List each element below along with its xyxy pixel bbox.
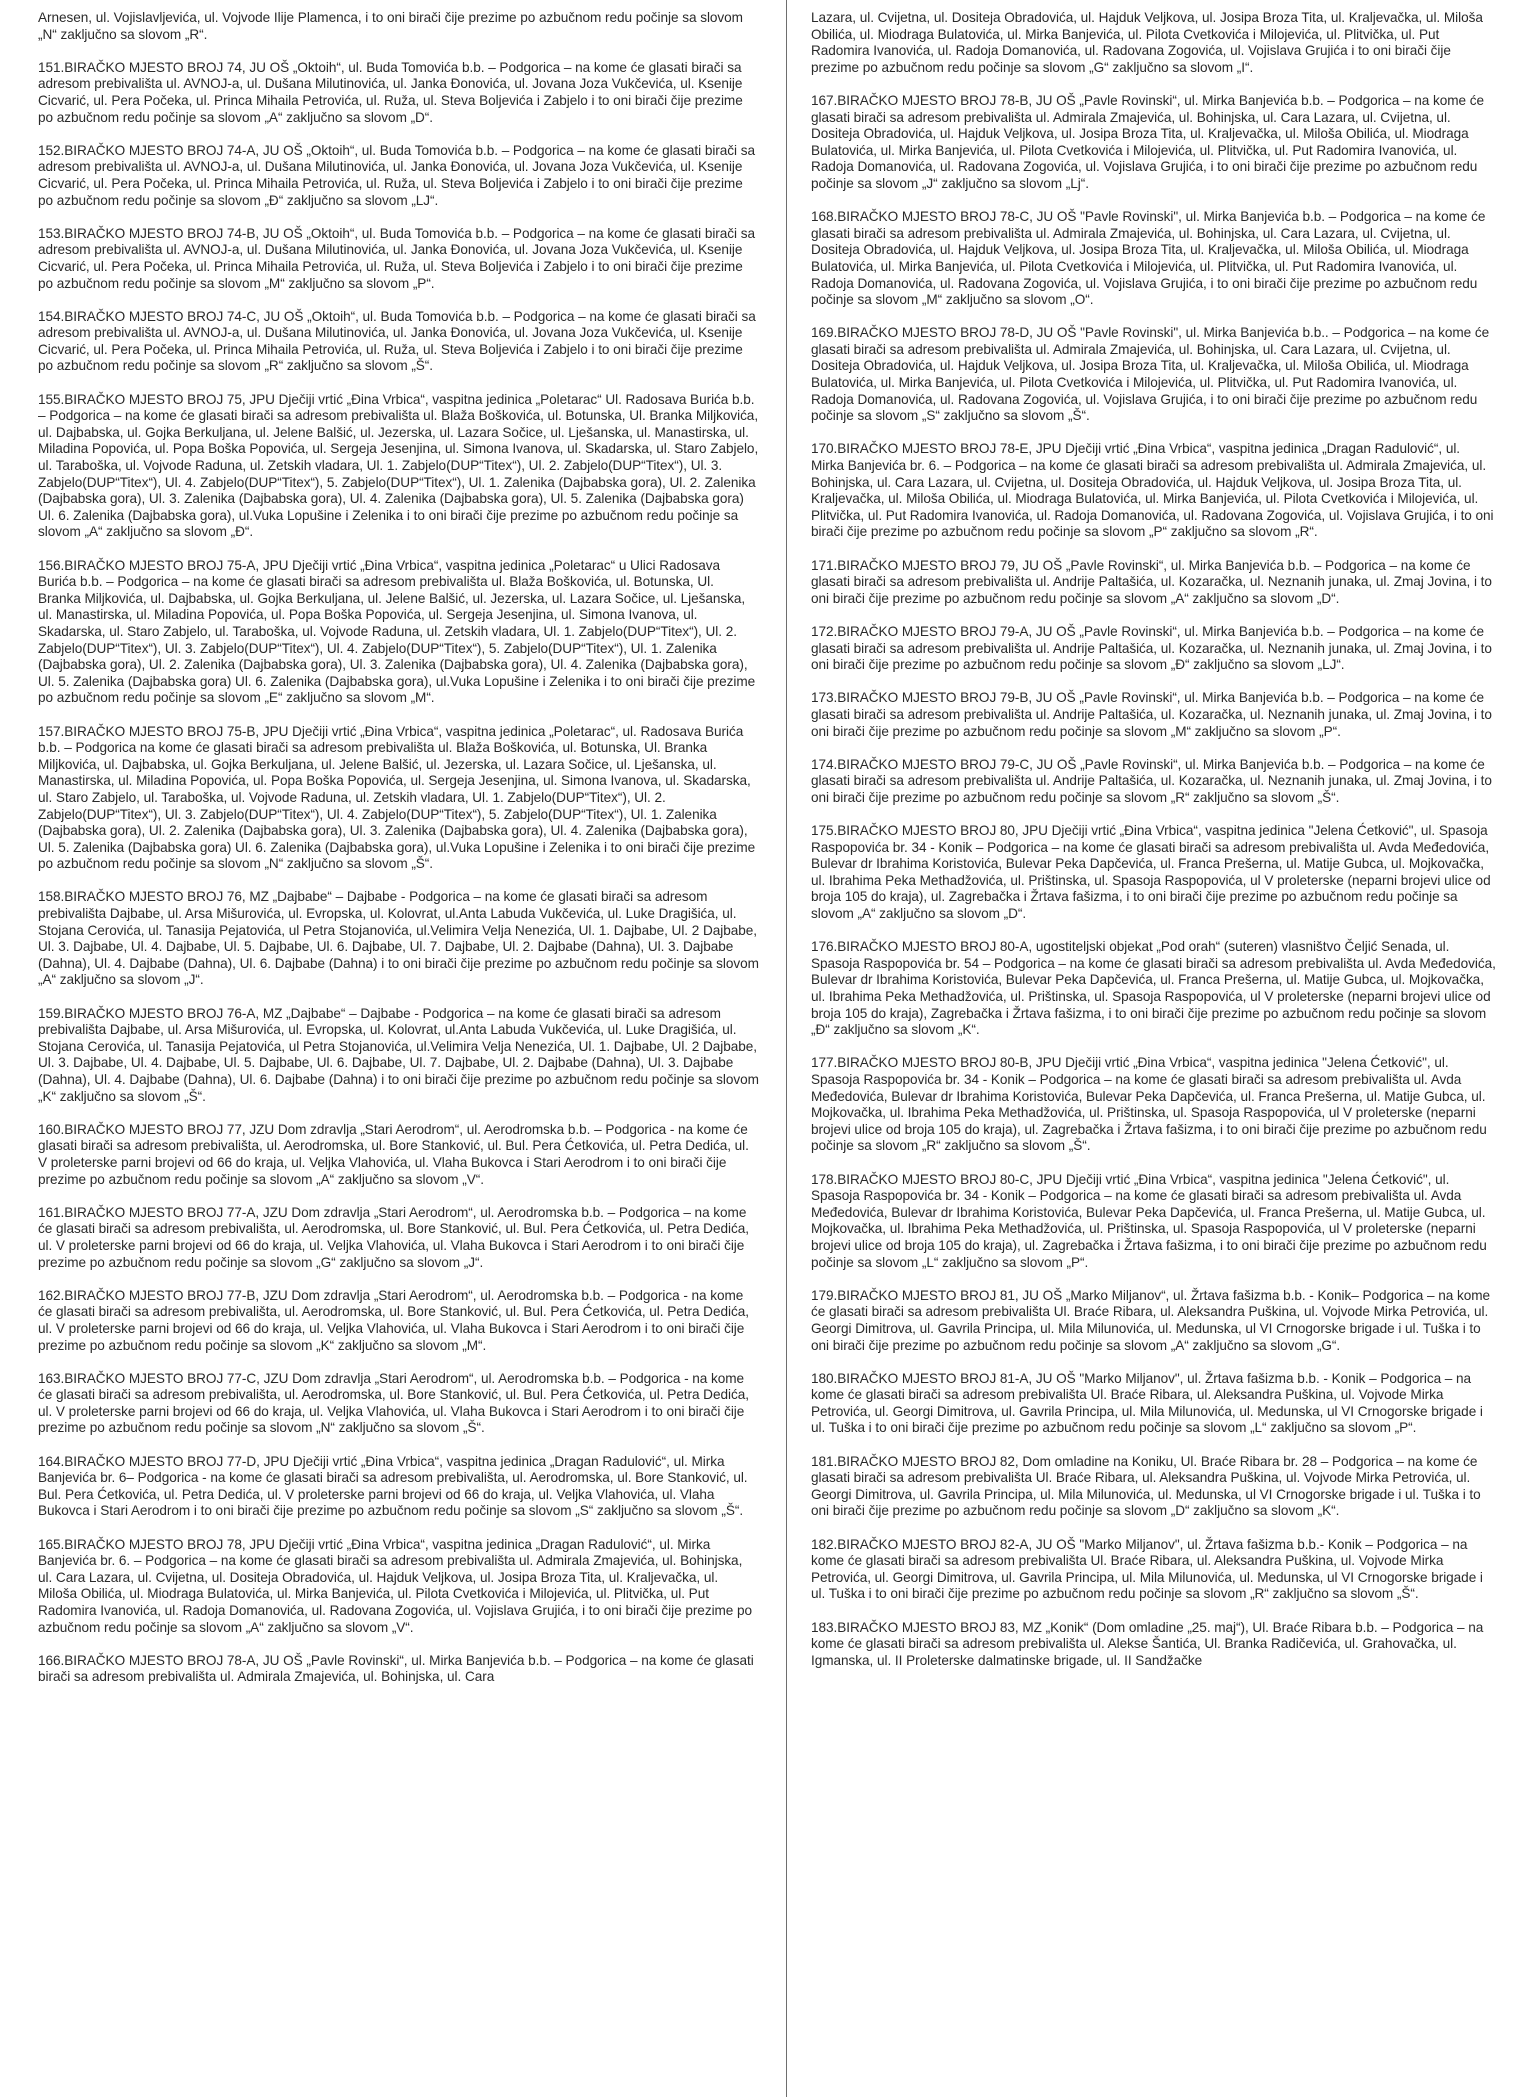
polling-station-entry: 153.BIRAČKO MJESTO BROJ 74-B, JU OŠ „Oktoih“, ul. Buda Tomovića b.b. – Podgorica – na kome će glasati birači sa adresom prebivališta ul. AVNOJ-a, ul. Dušana Milutinovića, ul. Janka Đonovića, ul. Jovana Joza Vukčevića, ul. Ksenije Cicvarić, ul. Pera Počeka, ul. Princa Mihaila Petrovića, ul. Ruža, ul. Steva Boljevića i Zabjelo i to oni birači čije prezime po azbučnom redu počinje sa slovom „M“ zaključno sa slovom „P“. xyxy=(38,225,755,291)
polling-station-entry: 157.BIRAČKO MJESTO BROJ 75-B, JPU Dječiji vrtić „Đina Vrbica“, vaspitna jedinica „Poletarac“, ul. Radosava Burića b.b. – Podgorica na kome će glasati birači sa adresom prebivališta ul. Blaža Boškovića, ul. Botunska, Ul. Branka Miljkovića, ul. Dajbabska, ul. Gojka Berkuljana, ul. Jelene Balšić, ul. Jezerska, ul. Lazara Sočice, ul. Lješanska, ul. Manastirska, ul. Miladina Popovića, ul. Popa Boška Popovića, ul. Sergeja Jesenjina, ul. Simona Ivanova, ul. Skadarska, ul. Staro Zabjelo, ul. Taraboška, ul. Vojvode Raduna, ul. Zetskih vladara, Ul. 1. Zabjelo(DUP“Titex“), Ul. 2. Zabjelo(DUP“Titex“), Ul. 3. Zabjelo(DUP“Titex“), Ul. 4. Zabjelo(DUP“Titex“), 5. Zabjelo(DUP“Titex“), Ul. 1. Zalenika (Dajbabska gora), Ul. 2. Zalenika (Dajbabska gora), Ul. 3. Zalenika (Dajbabska gora), Ul. 4. Zalenika (Dajbabska gora), Ul. 5. Zalenika (Dajbabska gora) Ul. 6. Zalenika (Dajbabska gora), ul.Vuka Lopušine i Zelenika i to oni birači čije prezime po azbučnom redu počinje sa slovom „N“ zaključno sa slovom „Š“. xyxy=(38,723,756,872)
polling-station-entry: 173.BIRAČKO MJESTO BROJ 79-B, JU OŠ „Pavle Rovinski“, ul. Mirka Banjevića b.b. – Podgorica – na kome će glasati birači sa adresom prebivališta ul. Andrije Paltašića, ul. Kozaračka, ul. Neznanih junaka, ul. Zmaj Jovina, i to oni birači čije prezime po azbučnom redu počinje sa slovom „M“ zaključno sa slovom „P“. xyxy=(811,690,1492,739)
polling-station-entry: 158.BIRAČKO MJESTO BROJ 76, MZ „Dajbabe“ – Dajbabe - Podgorica – na kome će glasati birači sa adresom prebivališta Dajbabe, ul. Arsa Mišurovića, ul. Evropska, ul. Kolovrat, ul.Anta Labuda Vukčevića, ul. Luke Dragišića, ul. Stojana Cerovića, ul. Tanasija Pejatovića, ul Petra Stojanovića, ul.Velimira Velja Nenezića, Ul. 1. Dajbabe, Ul. 2 Dajbabe, Ul. 3. Dajbabe, Ul. 4. Dajbabe, Ul. 5. Dajbabe, Ul. 6. Dajbabe, Ul. 7. Dajbabe, Ul. 2. Dajbabe (Dahna), Ul. 3. Dajbabe (Dahna), Ul. 4. Dajbabe (Dahna), Ul. 6. Dajbabe (Dahna) i to oni birači čije prezime po azbučnom redu počinje sa slovom „A“ zaključno sa slovom „J“. xyxy=(38,889,759,988)
polling-station-entry: 155.BIRAČKO MJESTO BROJ 75, JPU Dječiji vrtić „Đina Vrbica“, vaspitna jedinica „Poletarac“ Ul. Radosava Burića b.b. – Podgorica – na kome će glasati birači sa adresom prebivališta ul. Blaža Boškovića, ul. Botunska, Ul. Branka Miljkovića, ul. Dajbabska, ul. Gojka Berkuljana, ul. Jelene Balšić, ul. Jezerska, ul. Lazara Sočice, ul. Lješanska, ul. Manastirska, ul. Miladina Popovića, ul. Popa Boška Popovića, ul. Sergeja Jesenjina, ul. Simona Ivanova, ul. Skadarska, ul. Staro Zabjelo, ul. Taraboška, ul. Vojvode Raduna, ul. Zetskih vladara, Ul. 1. Zabjelo(DUP“Titex“), Ul. 2. Zabjelo(DUP“Titex“), Ul. 3. Zabjelo(DUP“Titex“), Ul. 4. Zabjelo(DUP“Titex“), 5. Zabjelo(DUP“Titex“), Ul. 1. Zalenika (Dajbabska gora), Ul. 2. Zalenika (Dajbabska gora), Ul. 3. Zalenika (Dajbabska gora), Ul. 4. Zalenika (Dajbabska gora), Ul. 5. Zalenika (Dajbabska gora) Ul. 6. Zalenika (Dajbabska gora), ul.Vuka Lopušine i Zelenika i to oni birači čije prezime po azbučnom redu počinje sa slovom „A“ zaključno sa slovom „Đ“. xyxy=(38,391,759,540)
polling-station-entry: 166.BIRAČKO MJESTO BROJ 78-A, JU OŠ „Pavle Rovinski“, ul. Mirka Banjevića b.b. – Podgorica – na kome će glasati birači sa adresom prebivališta ul. Admirala Zmajevića, ul. Bohinjska, ul. Cara xyxy=(38,1652,754,1685)
polling-station-entry: Arnesen, ul. Vojislavljevića, ul. Vojvode Ilije Plamenca, i to oni birači čije prezime po azbučnom redu počinje sa slovom „N“ zaključno sa slovom „R“. xyxy=(38,10,743,42)
polling-station-entry: 176.BIRAČKO MJESTO BROJ 80-A, ugostiteljski objekat „Pod orah“ (suteren) vlasništvo Čeljić Senada, ul. Spasoja Raspopovića br. 54 – Podgorica – na kome će glasati birači sa adresom prebivališta ul. Avda Međedovića, Bulevar dr Ibrahima Koristovića, Bulevar Peka Dapčevića, ul. Franca Prešerna, ul. Matije Gubca, ul. Mojkovačka, ul. Ibrahima Peka Methadžovića, ul. Prištinska, ul. Spasoja Raspopovića, ul V proleterske (neparni brojevi ulice od broja 105 do kraja), Zagrebačka i Žrtava fašizma, i to oni birači čije prezime po azbučnom redu počinje sa slovom „Đ“ zaključno sa slovom „K“. xyxy=(811,939,1496,1038)
polling-station-entry: 181.BIRAČKO MJESTO BROJ 82, Dom omladine na Koniku, Ul. Braće Ribara br. 28 – Podgorica – na kome će glasati birači sa adresom prebivališta Ul. Braće Ribara, ul. Aleksandra Puškina, ul. Vojvode Mirka Petrovića, ul. Georgi Dimitrova, ul. Gavrila Principa, ul. Mila Milunovića, ul. Medunska, ul VI Crnogorske brigade i ul. Tuška i to oni birači čije prezime po azbučnom redu počinje sa slovom „D“ zaključno sa slovom „K“. xyxy=(811,1453,1481,1519)
polling-station-entry: 177.BIRAČKO MJESTO BROJ 80-B, JPU Dječiji vrtić „Đina Vrbica“, vaspitna jedinica "Jelena Ćetković", ul. Spasoja Raspopovića br. 34 - Konik – Podgorica – na kome će glasati birači sa adresom prebivališta ul. Avda Međedovića, Bulevar dr Ibrahima Koristovića, Bulevar Peka Dapčevića, ul. Franca Prešerna, ul. Matije Gubca, ul. Mojkovačka, ul. Ibrahima Peka Methadžovića, ul. Prištinska, ul. Spasoja Raspopovića, ul V proleterske (neparni brojevi ulice od broja 105 do kraja), ul. Zagrebačka i Žrtava fašizma, i to oni birači čije prezime po azbučnom redu počinje sa slovom „R“ zaključno sa slovom „Š“. xyxy=(811,1055,1487,1154)
polling-station-entry: 154.BIRAČKO MJESTO BROJ 74-C, JU OŠ „Oktoih“, ul. Buda Tomovića b.b. – Podgorica – na kome će glasati birači sa adresom prebivališta ul. AVNOJ-a, ul. Dušana Milutinovića, ul. Janka Đonovića, ul. Jovana Joza Vukčevića, ul. Ksenije Cicvarić, ul. Pera Počeka, ul. Princa Mihaila Petrovića, ul. Ruža, ul. Steva Boljevića i Zabjelo i to oni birači čije prezime po azbučnom redu počinje sa slovom „R“ zaključno sa slovom „Š“. xyxy=(38,308,756,374)
polling-station-entry: Lazara, ul. Cvijetna, ul. Dositeja Obradovića, ul. Hajduk Veljkova, ul. Josipa Broza Tita, ul. Kraljevačka, ul. Miloša Obilića, ul. Miodraga Bulatovića, ul. Mirka Banjevića, ul. Pilota Cvetkovića i Milojevića, ul. Plitvička, ul. Put Radomira Ivanovića, ul. Radoja Domanovića, ul. Radovana Zogovića, ul. Vojislava Grujića i to oni birači čije prezime po azbučnom redu počinje sa slovom „G“ zaključno sa slovom „I“. xyxy=(811,10,1483,75)
polling-station-entry: 170.BIRAČKO MJESTO BROJ 78-E, JPU Dječiji vrtić „Đina Vrbica“, vaspitna jedinica „Dragan Radulović“, ul. Mirka Banjevića br. 6. – Podgorica – na kome će glasati birači sa adresom prebivališta ul. Admirala Zmajevića, ul. Bohinjska, ul. Cara Lazara, ul. Cvijetna, ul. Dositeja Obradovića, ul. Hajduk Veljkova, ul. Josipa Broza Tita, ul. Kraljevačka, ul. Miloša Obilića, ul. Miodraga Bulatovića, ul. Mirka Banjevića, ul. Pilota Cvetkovića i Milojevića, ul. Plitvička, ul. Put Radomira Ivanovića, ul. Radoja Domanovića, ul. Radovana Zogovića, ul. Vojislava Grujića, i to oni birači čije prezime po azbučnom redu počinje sa slovom „P“ zaključno sa slovom „R“. xyxy=(811,441,1494,540)
polling-station-entry: 175.BIRAČKO MJESTO BROJ 80, JPU Dječiji vrtić „Đina Vrbica“, vaspitna jedinica "Jelena Ćetković", ul. Spasoja Raspopovića br. 34 - Konik – Podgorica – na kome će glasati birači sa adresom prebivališta ul. Avda Međedovića, Bulevar dr Ibrahima Koristovića, Bulevar Peka Dapčevića, ul. Franca Prešerna, ul. Matije Gubca, ul. Mojkovačka, ul. Ibrahima Peka Methadžovića, ul. Prištinska, ul. Spasoja Raspopovića, ul V proleterske (neparni brojevi ulice od broja 105 do kraja), ul. Zagrebačka i Žrtava fašizma, i to oni birači čije prezime po azbučnom redu počinje sa slovom „A“ zaključno sa slovom „D“. xyxy=(811,823,1491,922)
polling-station-entry: 156.BIRAČKO MJESTO BROJ 75-A, JPU Dječiji vrtić „Đina Vrbica“, vaspitna jedinica „Poletarac“ u Ulici Radosava Burića b.b. – Podgorica – na kome će glasati birači sa adresom prebivališta ul. Blaža Boškovića, ul. Botunska, Ul. Branka Miljkovića, ul. Dajbabska, ul. Gojka Berkuljana, ul. Jelene Balšić, ul. Jezerska, ul. Lazara Sočice, ul. Lješanska, ul. Manastirska, ul. Miladina Popovića, ul. Popa Boška Popovića, ul. Sergeja Jesenjina, ul. Simona Ivanova, ul. Skadarska, ul. Staro Zabjelo, ul. Taraboška, ul. Vojvode Raduna, ul. Zetskih vladara, Ul. 1. Zabjelo(DUP“Titex“), Ul. 2. Zabjelo(DUP“Titex“), Ul. 3. Zabjelo(DUP“Titex“), Ul. 4. Zabjelo(DUP“Titex“), 5. Zabjelo(DUP“Titex“), Ul. 1. Zalenika (Dajbabska gora), Ul. 2. Zalenika (Dajbabska gora), Ul. 3. Zalenika (Dajbabska gora), Ul. 4. Zalenika (Dajbabska gora), Ul. 5. Zalenika (Dajbabska gora) Ul. 6. Zalenika (Dajbabska gora), ul.Vuka Lopušine i Zelenika i to oni birači čije prezime po azbučnom redu počinje sa slovom „E“ zaključno sa slovom „M“. xyxy=(38,557,756,706)
polling-station-entry: 164.BIRAČKO MJESTO BROJ 77-D, JPU Dječiji vrtić „Đina Vrbica“, vaspitna jedinica „Dragan Radulović“, ul. Mirka Banjevića br. 6– Podgorica - na kome će glasati birači sa adresom prebivališta, ul. Aerodromska, ul. Bore Stanković, ul. Bul. Pera Ćetkovića, ul. Petra Dedića, ul. V proleterske parni brojevi od 66 do kraja, ul. Veljka Vlahovića, ul. Vlaha Bukovca i Stari Aerodrom i to oni birači čije prezime po azbučnom redu počinje sa slovom „S“ zaključno sa slovom „Š“. xyxy=(38,1453,748,1519)
left-text-column xyxy=(38,10,760,2090)
polling-station-entry: 151.BIRAČKO MJESTO BROJ 74, JU OŠ „Oktoih“, ul. Buda Tomovića b.b. – Podgorica – na kome će glasati birači sa adresom prebivališta ul. AVNOJ-a, ul. Dušana Milutinovića, ul. Janka Đonovića, ul. Jovana Joza Vukčevića, ul. Ksenije Cicvarić, ul. Pera Počeka, ul. Princa Mihaila Petrovića, ul. Ruža, ul. Steva Boljevića i Zabjelo i to oni birači čije prezime po azbučnom redu počinje sa slovom „A“ zaključno sa slovom „D“. xyxy=(38,59,743,125)
polling-station-entry: 160.BIRAČKO MJESTO BROJ 77, JZU Dom zdravlja „Stari Aerodrom“, ul. Aerodromska b.b. – Podgorica - na kome će glasati birači sa adresom prebivališta, ul. Aerodromska, ul. Bore Stanković, ul. Bul. Pera Ćetkovića, ul. Petra Dedića, ul. V proleterske parni brojevi od 66 do kraja, ul. Veljka Vlahovića, ul. Vlaha Bukovca i Stari Aerodrom i to oni birači čije prezime po azbučnom redu počinje sa slovom „A“ zaključno sa slovom „V“. xyxy=(38,1121,749,1187)
polling-station-entry: 183.BIRAČKO MJESTO BROJ 83, MZ „Konik“ (Dom omladine „25. maj“), Ul. Braće Ribara b.b. – Podgorica – na kome će glasati birači sa adresom prebivališta ul. Alekse Šantića, Ul. Branka Radičevića, ul. Grahovačka, ul. Igmanska, ul. II Proleterske dalmatinske brigade, ul. II Sandžačke xyxy=(811,1619,1484,1668)
polling-station-entry: 178.BIRAČKO MJESTO BROJ 80-C, JPU Dječiji vrtić „Đina Vrbica“, vaspitna jedinica "Jelena Ćetković", ul. Spasoja Raspopovića br. 34 - Konik – Podgorica – na kome će glasati birači sa adresom prebivališta ul. Avda Međedovića, Bulevar dr Ibrahima Koristovića, Bulevar Peka Dapčevića, ul. Franca Prešerna, ul. Matije Gubca, ul. Mojkovačka, ul. Ibrahima Peka Methadžovića, ul. Prištinska, ul. Spasoja Raspopovića, ul V proleterske (neparni brojevi ulice od broja 105 do kraja), ul. Zagrebačka i Žrtava fašizma, i to oni birači čije prezime po azbučnom redu počinje sa slovom „L“ zaključno sa slovom „P“. xyxy=(811,1171,1487,1270)
polling-station-entry: 168.BIRAČKO MJESTO BROJ 78-C, JU OŠ "Pavle Rovinski", ul. Mirka Banjevića b.b. – Podgorica – na kome će glasati birači sa adresom prebivališta ul. Admirala Zmajevića, ul. Bohinjska, ul. Cara Lazara, ul. Cvijetna, ul. Dositeja Obradovića, ul. Hajduk Veljkova, ul. Josipa Broza Tita, ul. Kraljevačka, ul. Miloša Obilića, ul. Miodraga Bulatovića, ul. Mirka Banjevića, ul. Pilota Cvetkovića i Milojevića, ul. Plitvička, ul. Put Radomira Ivanovića, ul. Radoja Domanovića, ul. Radovana Zogovića, ul. Vojislava Grujića, i to oni birači čije prezime po azbučnom redu počinje sa slovom „M“ zaključno sa slovom „O“. xyxy=(811,209,1486,308)
polling-station-entry: 169.BIRAČKO MJESTO BROJ 78-D, JU OŠ "Pavle Rovinski", ul. Mirka Banjevića b.b.. – Podgorica – na kome će glasati birači sa adresom prebivališta ul. Admirala Zmajevića, ul. Bohinjska, ul. Cara Lazara, ul. Cvijetna, ul. Dositeja Obradovića, ul. Hajduk Veljkova, ul. Josipa Broza Tita, ul. Kraljevačka, ul. Miloša Obilića, ul. Miodraga Bulatovića, ul. Mirka Banjevića, ul. Pilota Cvetkovića i Milojevića, ul. Plitvička, ul. Put Radomira Ivanovića, ul. Radoja Domanovića, ul. Radovana Zogovića, ul. Vojislava Grujića, i to oni birači čije prezime po azbučnom redu počinje sa slovom „S“ zaključno sa slovom „Š“. xyxy=(811,325,1490,424)
polling-station-entry: 171.BIRAČKO MJESTO BROJ 79, JU OŠ „Pavle Rovinski“, ul. Mirka Banjevića b.b. – Podgorica – na kome će glasati birači sa adresom prebivališta ul. Andrije Paltašića, ul. Kozaračka, ul. Neznanih junaka, ul. Zmaj Jovina, i to oni birači čije prezime po azbučnom redu počinje sa slovom „A“ zaključno sa slovom „D“. xyxy=(811,557,1492,606)
polling-station-entry: 174.BIRAČKO MJESTO BROJ 79-C, JU OŠ „Pavle Rovinski“, ul. Mirka Banjevića b.b. – Podgorica – na kome će glasati birači sa adresom prebivališta ul. Andrije Paltašića, ul. Kozaračka, ul. Neznanih junaka, ul. Zmaj Jovina, i to oni birači čije prezime po azbučnom redu počinje sa slovom „R“ zaključno sa slovom „Š“. xyxy=(811,756,1492,805)
polling-station-entry: 167.BIRAČKO MJESTO BROJ 78-B, JU OŠ „Pavle Rovinski“, ul. Mirka Banjevića b.b. – Podgorica – na kome će glasati birači sa adresom prebivališta ul. Admirala Zmajevića, ul. Bohinjska, ul. Cara Lazara, ul. Cvijetna, ul. Dositeja Obradovića, ul. Hajduk Veljkova, ul. Josipa Broza Tita, ul. Kraljevačka, ul. Miloša Obilića, ul. Miodraga Bulatovića, ul. Mirka Banjevića, ul. Pilota Cvetkovića i Milojevića, ul. Plitvička, ul. Put Radomira Ivanovića, ul. Radoja Domanovića, ul. Radovana Zogovića, ul. Vojislava Grujića, i to oni birači čije prezime po azbučnom redu počinje sa slovom „J“ zaključno sa slovom „Lj“. xyxy=(811,92,1485,191)
polling-station-entry: 179.BIRAČKO MJESTO BROJ 81, JU OŠ „Marko Miljanov“, ul. Žrtava fašizma b.b. - Konik– Podgorica – na kome će glasati birači sa adresom prebivališta Ul. Braće Ribara, ul. Aleksandra Puškina, ul. Vojvode Mirka Petrovića, ul. Georgi Dimitrova, ul. Gavrila Principa, ul. Mila Milunovića, ul. Medunska, ul VI Crnogorske brigade i ul. Tuška i to oni birači čije prezime po azbučnom redu počinje sa slovom „A“ zaključno sa slovom „G“. xyxy=(811,1287,1491,1353)
polling-station-entry: 161.BIRAČKO MJESTO BROJ 77-A, JZU Dom zdravlja „Stari Aerodrom“, ul. Aerodromska b.b. – Podgorica – na kome će glasati birači sa adresom prebivališta, ul. Aerodromska, ul. Bore Stanković, ul. Bul. Pera Ćetkovića, ul. Petra Dedića, ul. V proleterske parni brojevi od 66 do kraja, ul. Veljka Vlahovića, ul. Vlaha Bukovca i Stari Aerodrom i to oni birači čije prezime po azbučnom redu počinje sa slovom „G“ zaključno sa slovom „J“. xyxy=(38,1204,749,1270)
polling-station-entry: 165.BIRAČKO MJESTO BROJ 78, JPU Dječiji vrtić „Đina Vrbica“, vaspitna jedinica „Dragan Radulović“, ul. Mirka Banjevića br. 6. – Podgorica – na kome će glasati birači sa adresom prebivališta ul. Admirala Zmajevića, ul. Bohinjska, ul. Cara Lazara, ul. Cvijetna, ul. Dositeja Obradovića, ul. Hajduk Veljkova, ul. Josipa Broza Tita, ul. Kraljevačka, ul. Miloša Obilića, ul. Miodraga Bulatovića, ul. Mirka Banjevića, ul. Pilota Cvetkovića i Milojevića, ul. Plitvička, ul. Put Radomira Ivanovića, ul. Radoja Domanovića, ul. Radovana Zogovića, ul. Vojislava Grujića, i to oni birači čije prezime po azbučnom redu počinje sa slovom „A“ zaključno sa slovom „V“. xyxy=(38,1536,753,1635)
polling-station-entry: 152.BIRAČKO MJESTO BROJ 74-A, JU OŠ „Oktoih“, ul. Buda Tomovića b.b. – Podgorica – na kome će glasati birači sa adresom prebivališta ul. AVNOJ-a, ul. Dušana Milutinovića, ul. Janka Đonovića, ul. Jovana Joza Vukčevića, ul. Ksenije Cicvarić, ul. Pera Počeka, ul. Princa Mihaila Petrovića, ul. Ruža, ul. Steva Boljevića i Zabjelo i to oni birači čije prezime po azbučnom redu počinje sa slovom „Đ“ zaključno sa slovom „LJ“. xyxy=(38,142,755,208)
polling-station-entry: 182.BIRAČKO MJESTO BROJ 82-A, JU OŠ "Marko Miljanov", ul. Žrtava fašizma b.b.- Konik – Podgorica – na kome će glasati birači sa adresom prebivališta Ul. Braće Ribara, ul. Aleksandra Puškina, ul. Vojvode Mirka Petrovića, ul. Georgi Dimitrova, ul. Gavrila Principa, ul. Mila Milunovića, ul. Medunska, ul VI Crnogorske brigade i ul. Tuška i to oni birači čije prezime po azbučnom redu počinje sa slovom „R“ zaključno sa slovom „Š“. xyxy=(811,1536,1483,1602)
column-divider xyxy=(786,0,787,2097)
polling-station-entry: 162.BIRAČKO MJESTO BROJ 77-B, JZU Dom zdravlja „Stari Aerodrom“, ul. Aerodromska b.b. – Podgorica - na kome će glasati birači sa adresom prebivališta, ul. Aerodromska, ul. Bore Stanković, ul. Bul. Pera Ćetkovića, ul. Petra Dedića, ul. V proleterske parni brojevi od 66 do kraja, ul. Veljka Vlahovića, ul. Vlaha Bukovca i Stari Aerodrom i to oni birači čije prezime po azbučnom redu počinje sa slovom „K“ zaključno sa slovom „M“. xyxy=(38,1287,749,1353)
polling-station-entry: 172.BIRAČKO MJESTO BROJ 79-A, JU OŠ „Pavle Rovinski“, ul. Mirka Banjevića b.b. – Podgorica – na kome će glasati birači sa adresom prebivališta ul. Andrije Paltašića, ul. Kozaračka, ul. Neznanih junaka, ul. Zmaj Jovina, i to oni birači čije prezime po azbučnom redu počinje sa slovom „Đ“ zaključno sa slovom „LJ“. xyxy=(811,623,1492,673)
polling-station-entry: 159.BIRAČKO MJESTO BROJ 76-A, MZ „Dajbabe“ – Dajbabe - Podgorica – na kome će glasati birači sa adresom prebivališta Dajbabe, ul. Arsa Mišurovića, ul. Evropska, ul. Kolovrat, ul.Anta Labuda Vukčevića, ul. Luke Dragišića, ul. Stojana Cerovića, ul. Tanasija Pejatovića, ul Petra Stojanovića, ul.Velimira Velja Nenezića, Ul. 1. Dajbabe, Ul. 2 Dajbabe, Ul. 3. Dajbabe, Ul. 4. Dajbabe, Ul. 5. Dajbabe, Ul. 6. Dajbabe, Ul. 7. Dajbabe, Ul. 2. Dajbabe (Dahna), Ul. 3. Dajbabe (Dahna), Ul. 4. Dajbabe (Dahna), Ul. 6. Dajbabe (Dahna) i to oni birači čije prezime po azbučnom redu počinje sa slovom „K“ zaključno sa slovom „Š“. xyxy=(38,1005,759,1104)
polling-station-entry: 180.BIRAČKO MJESTO BROJ 81-A, JU OŠ "Marko Miljanov", ul. Žrtava fašizma b.b. - Konik – Podgorica – na kome će glasati birači sa adresom prebivališta Ul. Braće Ribara, ul. Aleksandra Puškina, ul. Vojvode Mirka Petrovića, ul. Georgi Dimitrova, ul. Gavrila Principa, ul. Mila Milunovića, ul. Medunska, ul VI Crnogorske brigade i ul. Tuška i to oni birači čije prezime po azbučnom redu počinje sa slovom „L“ zaključno sa slovom „P“. xyxy=(811,1370,1483,1436)
polling-station-entry: 163.BIRAČKO MJESTO BROJ 77-C, JZU Dom zdravlja „Stari Aerodrom“, ul. Aerodromska b.b. – Podgorica - na kome će glasati birači sa adresom prebivališta, ul. Aerodromska, ul. Bore Stanković, ul. Bul. Pera Ćetkovića, ul. Petra Dedića, ul. V proleterske parni brojevi od 66 do kraja, ul. Veljka Vlahovića, ul. Vlaha Bukovca i Stari Aerodrom i to oni birači čije prezime po azbučnom redu počinje sa slovom „N“ zaključno sa slovom „Š“. xyxy=(38,1370,749,1436)
right-text-column xyxy=(811,10,1496,2090)
